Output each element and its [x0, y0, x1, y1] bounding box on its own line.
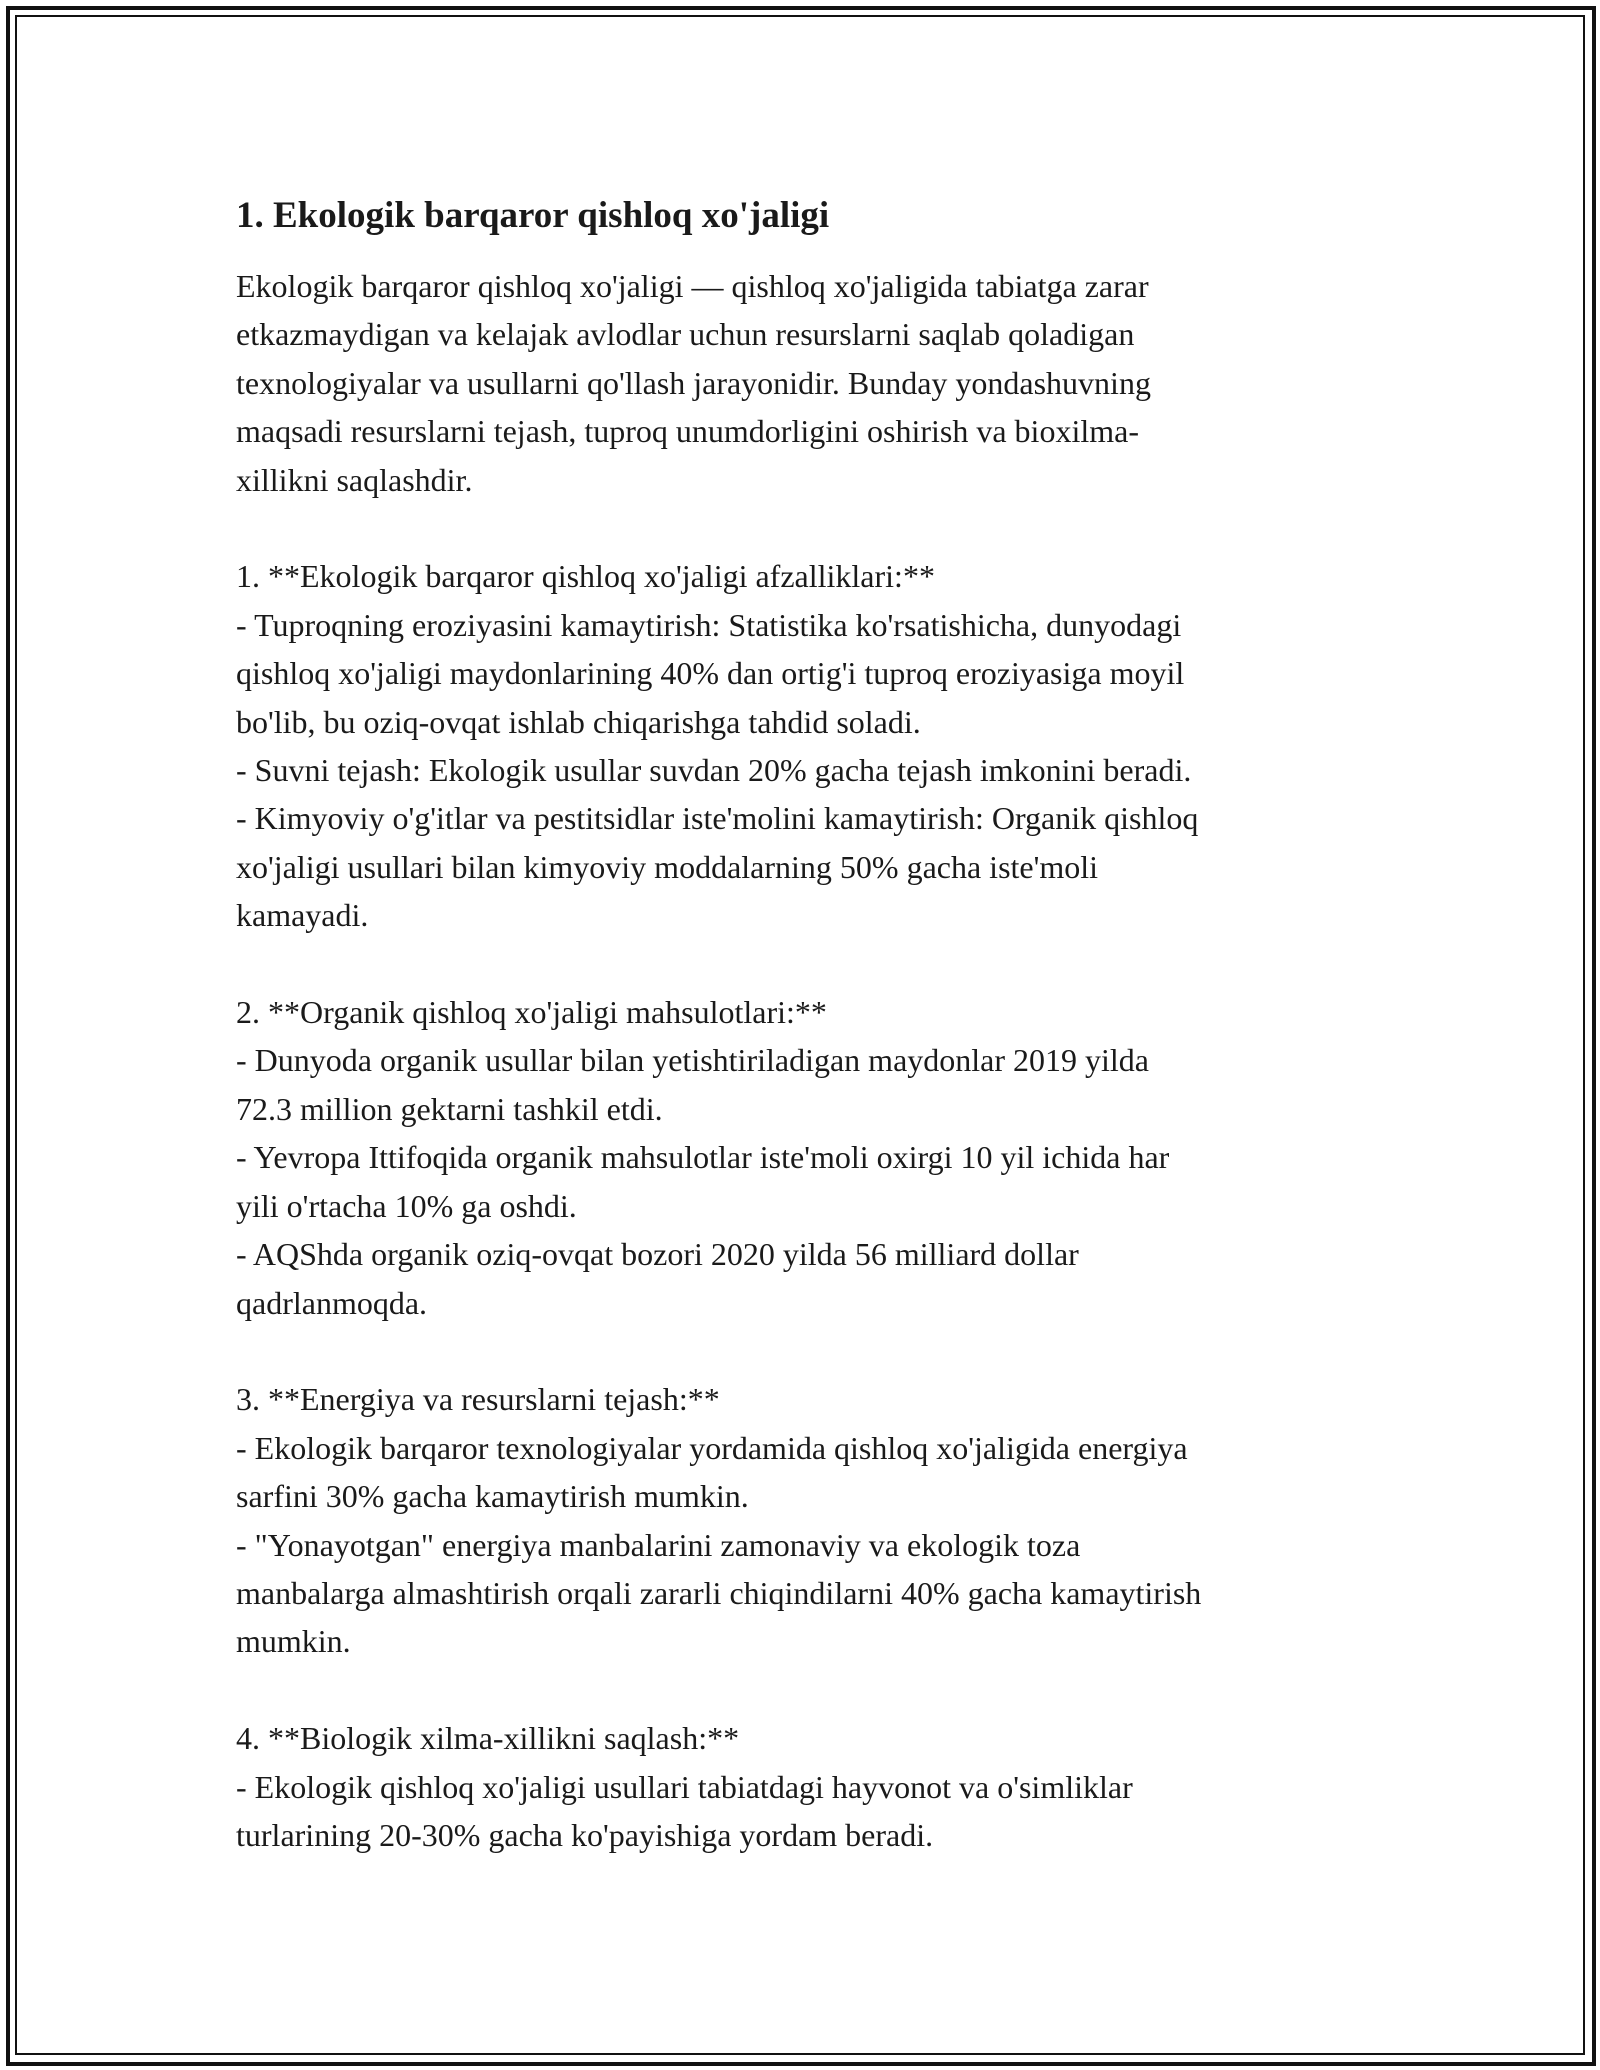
- section-energy: [236, 1375, 1376, 1665]
- list-item: - "Yonayotgan" energiya manbalarini zamonaviy va ekologik toza manbalarga almashtirish orqali zararli chiqindilarni 40% gacha kamaytirish mumkin.: [236, 1526, 1202, 1660]
- list-item: - AQShda organik oziq-ovqat bozori 2020 yilda 56 milliard dollar qadrlanmoqda.: [236, 1236, 1079, 1321]
- list-item: - Kimyoviy o'g'itlar va pestitsidlar iste'molini kamaytirish: Organik qishloq xo'jaligi usullari bilan kimyoviy moddalarning 50% gacha iste'moli kamayadi.: [236, 800, 1199, 934]
- list-item: - Dunyoda organik usullar bilan yetishtiriladigan maydonlar 2019 yilda 72.3 million gektarni tashkil etdi.: [236, 1042, 1149, 1127]
- section-heading: 3. **Energiya va resurslarni tejash:**: [236, 1381, 720, 1418]
- list-item: - Yevropa Ittifoqida organik mahsulotlar iste'moli oxirgi 10 yil ichida har yili o'rtacha 10% ga oshdi.: [236, 1139, 1170, 1224]
- section-biodiversity: [236, 1714, 1376, 1859]
- section-advantages: [236, 552, 1376, 939]
- page-title: 1. Ekologik barqaror qishloq xo'jaligi: [236, 195, 830, 236]
- list-item: - Ekologik barqaror texnologiyalar yordamida qishloq xo'jaligida energiya sarfini 30% gacha kamaytirish mumkin.: [236, 1429, 1188, 1515]
- list-item: - Suvni tejash: Ekologik usullar suvdan 20% gacha tejash imkonini beradi.: [236, 752, 1192, 789]
- section-organic-products: [236, 988, 1376, 1327]
- section-heading: 2. **Organik qishloq xo'jaligi mahsulotlari:**: [236, 994, 827, 1031]
- intro-paragraph: Ekologik barqaror qishloq xo'jaligi — qishloq xo'jaligida tabiatga zarar etkazmaydigan va kelajak avlodlar uchun resurslarni saqlab qoladigan texnologiyalar va usullarni qo'llash jarayonidir. Bunday yondashuvning maqsadi resurslarni tejash, tuproq unumdorligini oshirish va bioxilma- xillikni saqlashdir.: [236, 268, 1151, 498]
- list-item: - Ekologik qishloq xo'jaligi usullari tabiatdagi hayvonot va o'simliklar turlarining 20-30% gacha ko'payishiga yordam beradi.: [236, 1768, 1133, 1853]
- document-body: [236, 190, 1376, 1859]
- section-heading: 4. **Biologik xilma-xillikni saqlash:**: [236, 1720, 740, 1757]
- section-heading: 1. **Ekologik barqaror qishloq xo'jaligi afzalliklari:**: [236, 558, 935, 595]
- list-item: - Tuproqning eroziyasini kamaytirish: Statistika ko'rsatishicha, dunyodagi qishloq xo'jaligi maydonlarining 40% dan ortig'i tuproq eroziyasiga moyil bo'lib, bu oziq-ovqat ishlab chiqarishga tahdid soladi.: [236, 606, 1185, 740]
